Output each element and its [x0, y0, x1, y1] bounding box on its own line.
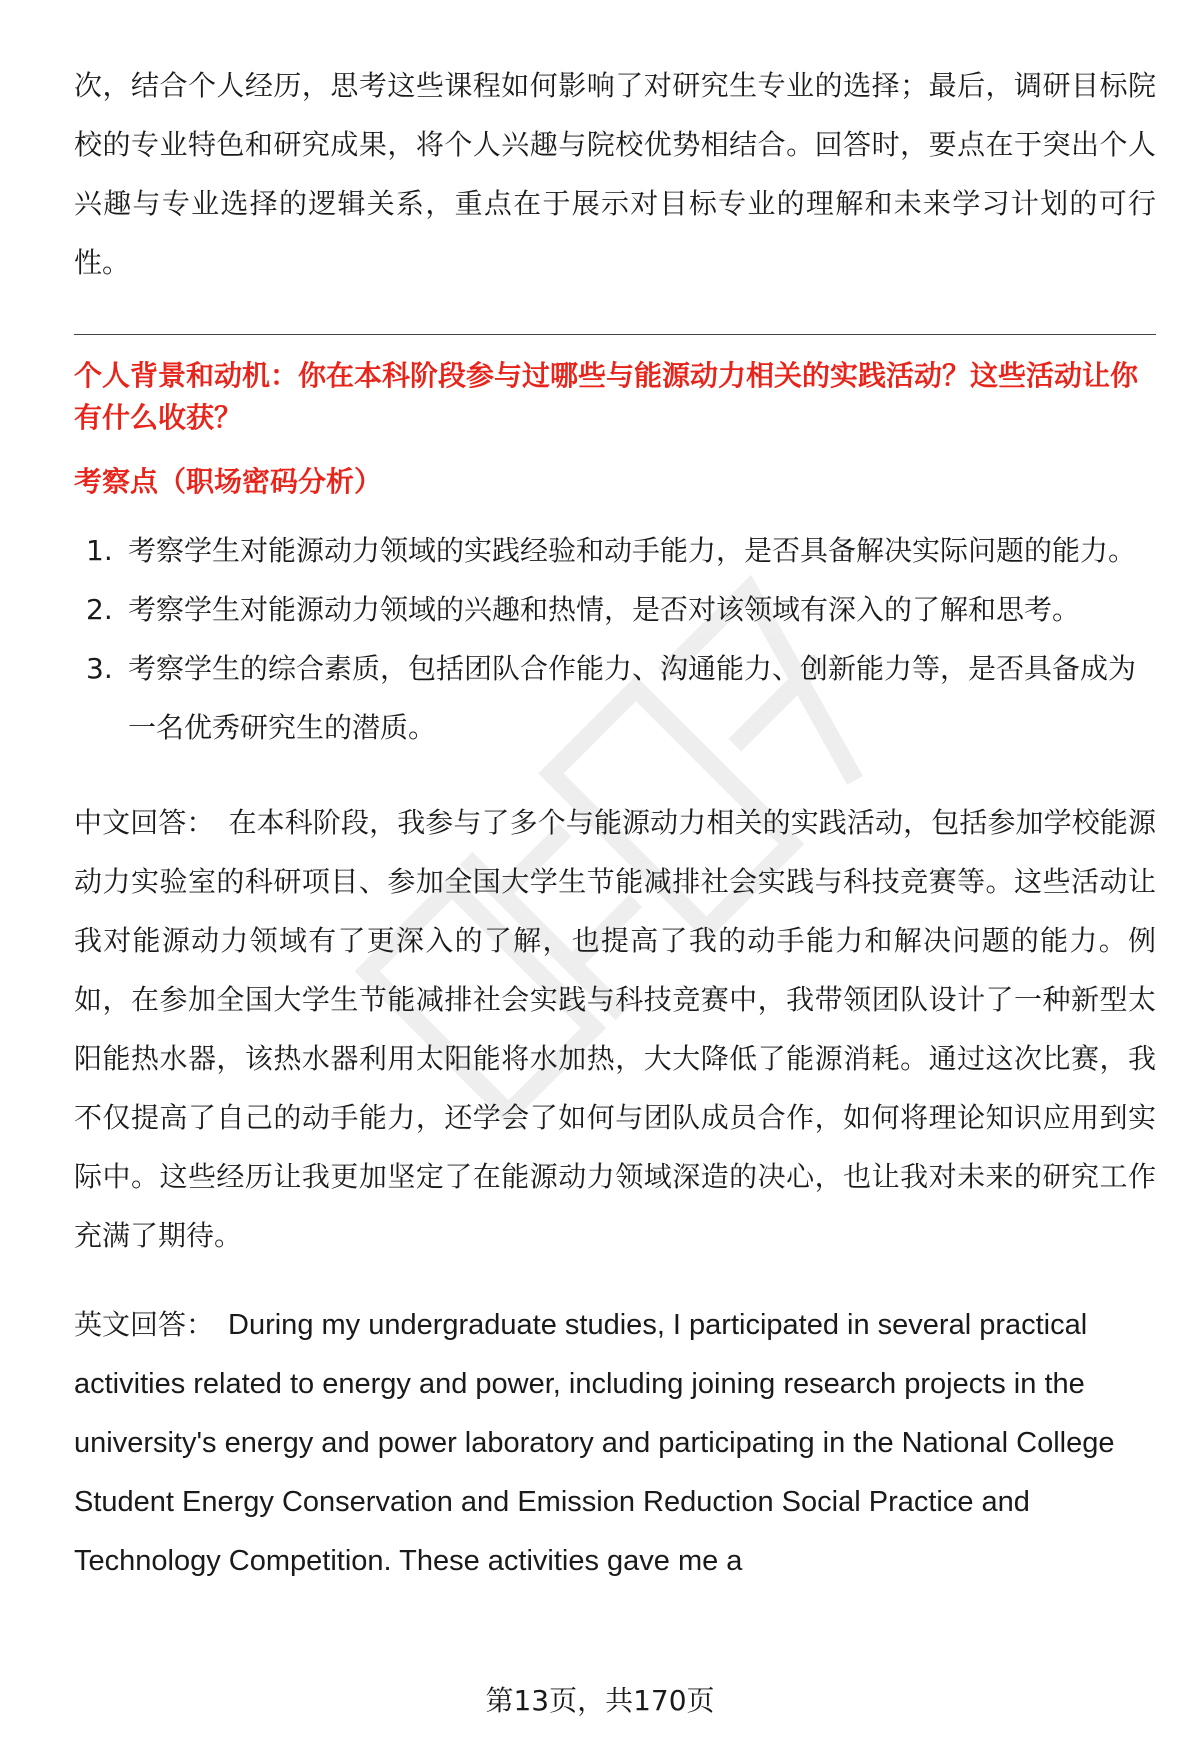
point-text: 考察学生对能源动力领域的兴趣和热情，是否对该领域有深入的了解和思考。	[128, 593, 1081, 626]
english-answer-label: 英文回答：	[74, 1308, 215, 1341]
chinese-answer-label: 中文回答：	[74, 806, 215, 839]
assessment-points-list	[74, 521, 1156, 757]
section-divider	[74, 334, 1156, 335]
assessment-label: 考察点（职场密码分析）	[74, 465, 383, 498]
english-answer	[74, 1295, 1156, 1591]
assessment-point	[74, 521, 1156, 580]
page-content	[74, 56, 1156, 1621]
english-answer-text: During my undergraduate studies, I participated in several practical activities related to energy and power, including joining research projects in the university's energy and power laboratory and participating in the National College Student Energy Conservation and Emission Reduction Social Practice and Technology Competition. These activities gave me a	[74, 1309, 1115, 1577]
question-heading: 个人背景和动机：你在本科阶段参与过哪些与能源动力相关的实践活动？这些活动让你有什么收获？	[74, 359, 1139, 434]
page-number-footer: 第13页，共170页	[485, 1684, 715, 1717]
intro-paragraph: 次，结合个人经历，思考这些课程如何影响了对研究生专业的选择；最后，调研目标院校的专业特色和研究成果，将个人兴趣与院校优势相结合。回答时，要点在于突出个人兴趣与专业选择的逻辑关系，重点在于展示对目标专业的理解和未来学习计划的可行性。	[74, 69, 1156, 279]
point-text: 考察学生的综合素质，包括团队合作能力、沟通能力、创新能力等，是否具备成为一名优秀研究生的潜质。	[128, 652, 1137, 744]
point-text: 考察学生对能源动力领域的实践经验和动手能力，是否具备解决实际问题的能力。	[128, 534, 1137, 567]
point-number: 3.	[86, 652, 113, 685]
chinese-answer	[74, 793, 1156, 1265]
point-number: 2.	[86, 593, 113, 626]
assessment-point	[74, 580, 1156, 639]
assessment-point	[74, 639, 1156, 757]
chinese-answer-text: 在本科阶段，我参与了多个与能源动力相关的实践活动，包括参加学校能源动力实验室的科研项目、参加全国大学生节能减排社会实践与科技竞赛等。这些活动让我对能源动力领域有了更深入的了解，也提高了我的动手能力和解决问题的能力。例如，在参加全国大学生节能减排社会实践与科技竞赛中，我带领团队设计了一种新型太阳能热水器，该热水器利用太阳能将水加热，大大降低了能源消耗。通过这次比赛，我不仅提高了自己的动手能力，还学会了如何与团队成员合作，如何将理论知识应用到实际中。这些经历让我更加坚定了在能源动力领域深造的决心，也让我对未来的研究工作充满了期待。	[74, 806, 1156, 1252]
point-number: 1.	[86, 534, 113, 567]
